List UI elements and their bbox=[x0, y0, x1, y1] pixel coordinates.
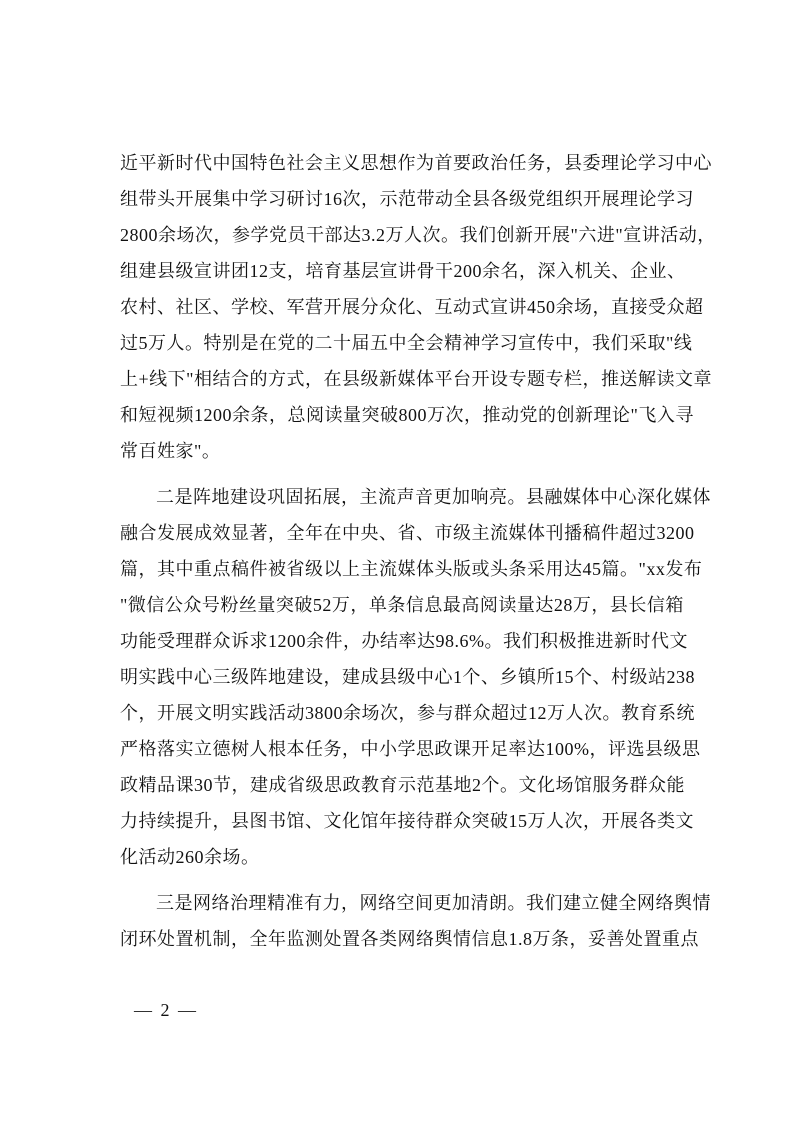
paragraph-2-line: 明实践中心三级阵地建设，建成县级中心1个、乡镇所15个、村级站238 bbox=[120, 667, 695, 687]
paragraph-1-line: 近平新时代中国特色社会主义思想作为首要政治任务，县委理论学习中心 bbox=[120, 153, 712, 173]
page-number: — 2 — bbox=[134, 1000, 198, 1020]
paragraph-2-line: 严格落实立德树人根本任务，中小学思政课开足率达100%，评选县级思 bbox=[120, 739, 701, 759]
paragraph-2-line: 篇，其中重点稿件被省级以上主流媒体头版或头条采用达45篇。"xx发布 bbox=[120, 559, 703, 579]
paragraph-1-line: 2800余场次，参学党员干部达3.2万人次。我们创新开展"六进"宣讲活动， bbox=[120, 225, 716, 245]
paragraph-1-line: 农村、社区、学校、军营开展分众化、互动式宣讲450余场，直接受众超 bbox=[120, 297, 704, 317]
paragraph-3-line: 闭环处置机制，全年监测处置各类网络舆情信息1.8万条，妥善处置重点 bbox=[120, 929, 699, 949]
paragraph-2-line: 力持续提升，县图书馆、文化馆年接待群众突破15万人次，开展各类文 bbox=[120, 811, 694, 831]
paragraph-2-line: 个，开展文明实践活动3800余场次，参与群众超过12万人次。教育系统 bbox=[120, 703, 695, 723]
paragraph-1-line: 常百姓家"。 bbox=[120, 441, 221, 461]
paragraph-2-line: 功能受理群众诉求1200余件，办结率达98.6%。我们积极推进新时代文 bbox=[120, 631, 688, 651]
paragraph-1-line: 上+线下"相结合的方式，在县级新媒体平台开设专题专栏，推送解读文章 bbox=[120, 369, 712, 389]
paragraph-2-line: 政精品课30节，建成省级思政教育示范基地2个。文化场馆服务群众能 bbox=[120, 775, 685, 795]
paragraph-1-line: 过5万人。特别是在党的二十届五中全会精神学习宣传中，我们采取"线 bbox=[120, 333, 693, 353]
paragraph-3-line: 三是网络治理精准有力，网络空间更加清朗。我们建立健全网络舆情 bbox=[156, 893, 711, 913]
paragraph-2-line: 二是阵地建设巩固拓展，主流声音更加响亮。县融媒体中心深化媒体 bbox=[156, 487, 711, 507]
paragraph-1-line: 组建县级宣讲团12支，培育基层宣讲骨干200余名，深入机关、企业、 bbox=[120, 261, 686, 281]
paragraph-2-line: 化活动260余场。 bbox=[120, 847, 260, 867]
paragraph-1-line: 组带头开展集中学习研讨16次，示范带动全县各级党组织开展理论学习 bbox=[120, 189, 694, 209]
paragraph-1-line: 和短视频1200余条，总阅读量突破800万次，推动党的创新理论"飞入寻 bbox=[120, 405, 694, 425]
paragraph-2-line: "微信公众号粉丝量突破52万，单条信息最高阅读量达28万，县长信箱 bbox=[120, 595, 684, 615]
paragraph-2-line: 融合发展成效显著，全年在中央、省、市级主流媒体刊播稿件超过3200 bbox=[120, 523, 695, 543]
